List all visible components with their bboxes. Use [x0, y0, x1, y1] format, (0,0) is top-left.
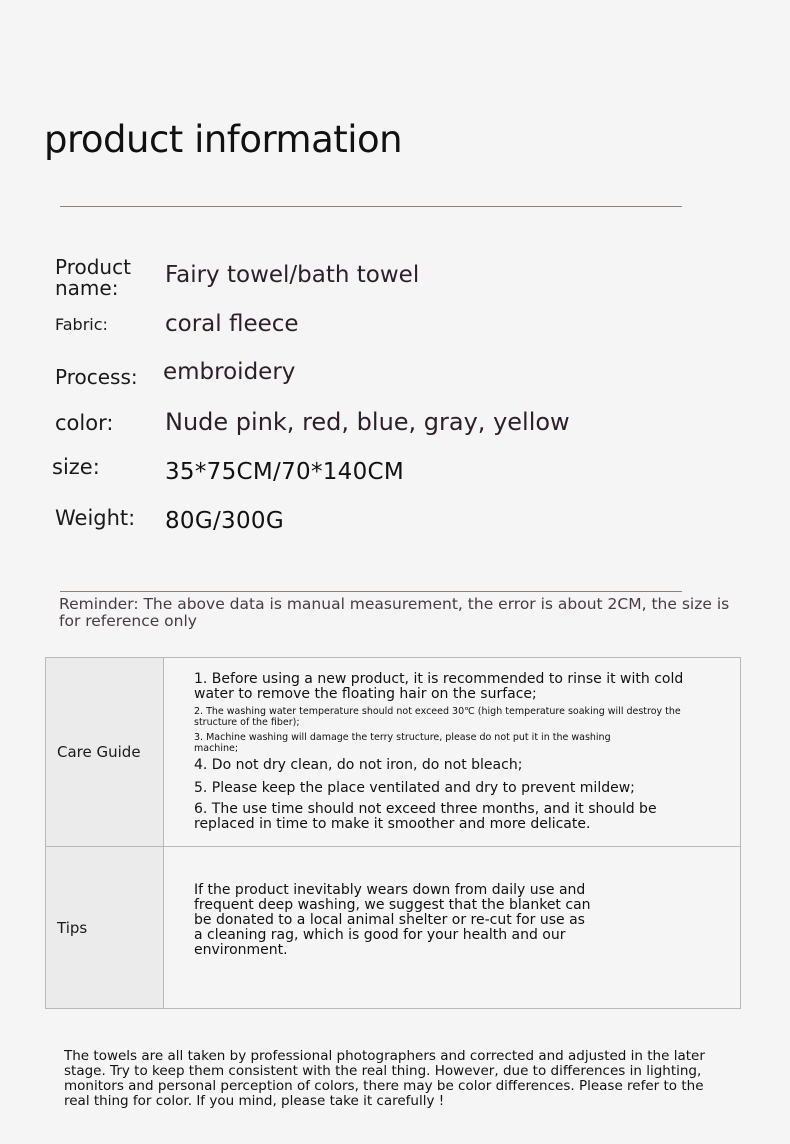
product-name-label: [55, 257, 131, 299]
care-item-5: 5. Please keep the place ventilated and dry to prevent mildew;: [194, 780, 635, 796]
fabric-value: coral fleece: [165, 311, 299, 337]
product-name-value: Fairy towel/bath towel: [165, 262, 420, 288]
fabric-label: Fabric:: [55, 315, 108, 334]
process-value: embroidery: [163, 359, 296, 385]
color-label: color:: [55, 411, 114, 435]
weight-value: 80G/300G: [165, 508, 284, 534]
care-item-4: 4. Do not dry clean, do not iron, do not bleach;: [194, 757, 523, 773]
care-guide-heading: Care Guide: [46, 658, 164, 847]
process-label: Process:: [55, 365, 138, 389]
care-item-2: 2. The washing water temperature should not exceed 30℃ (high temperature soaking will destroy the structure of the fiber);: [194, 706, 681, 728]
reminder-note: Reminder: The above data is manual measurement, the error is about 2CM, the size is for reference only: [59, 595, 730, 630]
tips-cell: [164, 847, 741, 1009]
tips-row: [46, 847, 741, 1009]
middle-divider: [60, 591, 682, 592]
care-item-3: 3. Machine washing will damage the terry structure, please do not put it in the washing machine;: [194, 732, 611, 754]
care-guide-list: [164, 658, 741, 847]
care-item-1: 1. Before using a new product, it is recommended to rinse it with cold water to remove the floating hair on the surface;: [194, 671, 684, 702]
tips-heading: Tips: [46, 847, 164, 1009]
weight-label: Weight:: [55, 506, 136, 530]
tips-text: If the product inevitably wears down from daily use and frequent deep washing, we suggest that the blanket can be donated to a local animal shelter or re-cut for use as a cleaning rag, which is good for your health and our environment.: [194, 882, 591, 958]
product-name-label-line1: Product: [55, 255, 131, 279]
care-table: [45, 657, 741, 1009]
footer-disclaimer: The towels are all taken by professional photographers and corrected and adjusted in the later stage. Try to keep them consistent with the real thing. However, due to differences in lighting, monitors and personal perception of colors, there may be color differences. Please refer to the real thing for color. If you mind, please take it carefully !: [64, 1048, 705, 1109]
care-item-6: 6. The use time should not exceed three months, and it should be replaced in time to make it smoother and more delicate.: [194, 801, 657, 832]
page-title: product information: [44, 118, 403, 161]
size-value: 35*75CM/70*140CM: [165, 459, 405, 485]
size-label: size:: [52, 455, 100, 479]
care-guide-row: [46, 658, 741, 847]
color-value: Nude pink, red, blue, gray, yellow: [165, 408, 570, 436]
top-divider: [60, 206, 682, 207]
product-name-label-line2: name:: [55, 276, 119, 300]
